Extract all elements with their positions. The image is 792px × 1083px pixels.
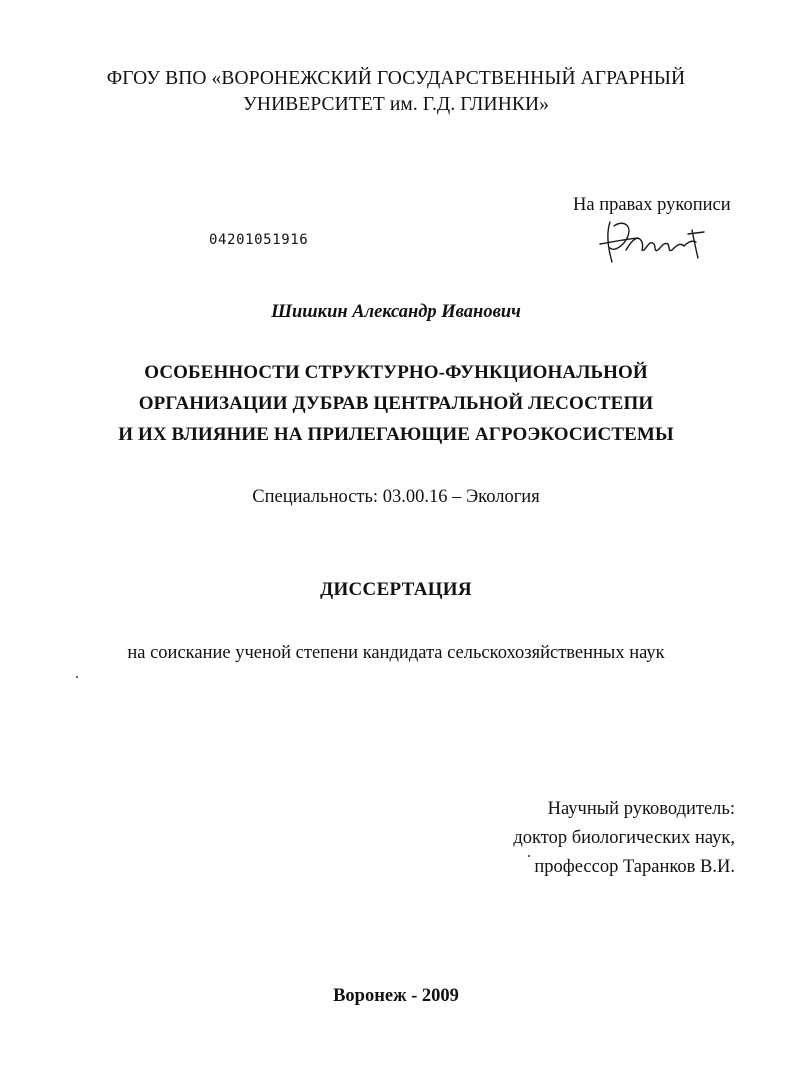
institution-line-1: ФГОУ ВПО «ВОРОНЕЖСКИЙ ГОСУДАРСТВЕННЫЙ АГРАРНЫЙ <box>106 68 686 89</box>
dissertation-title <box>0 357 792 450</box>
supervisor-label: Научный руководитель: <box>547 799 735 819</box>
rights-note: На правах рукописи <box>573 195 731 215</box>
institution-header <box>0 66 792 118</box>
title-line-3: И ИХ ВЛИЯНИЕ НА ПРИЛЕГАЮЩИЕ АГРОЭКОСИСТЕМЫ <box>118 424 674 445</box>
speciality: Специальность: 03.00.16 – Экология <box>252 487 540 507</box>
title-line-1: ОСОБЕННОСТИ СТРУКТУРНО-ФУНКЦИОНАЛЬНОЙ <box>144 362 648 383</box>
title-line-2: ОРГАНИЗАЦИИ ДУБРАВ ЦЕНТРАЛЬНОЙ ЛЕСОСТЕПИ <box>138 393 654 414</box>
handwritten-signature <box>592 212 712 268</box>
scan-speck <box>528 855 530 857</box>
city-year: Воронеж - 2009 <box>333 986 459 1006</box>
degree-statement: на соискание ученой степени кандидата сельскохозяйственных наук <box>127 643 665 663</box>
author-name: Шишкин Александр Иванович <box>271 302 521 322</box>
supervisor-degree: доктор биологических наук, <box>513 828 735 848</box>
scan-speck <box>76 676 78 678</box>
document-type: ДИССЕРТАЦИЯ <box>320 579 472 600</box>
institution-line-2: УНИВЕРСИТЕТ им. Г.Д. ГЛИНКИ» <box>242 94 550 115</box>
supervisor-name: профессор Таранков В.И. <box>534 857 735 877</box>
supervisor-block <box>470 795 735 882</box>
catalog-number: 04201051916 <box>209 232 309 248</box>
